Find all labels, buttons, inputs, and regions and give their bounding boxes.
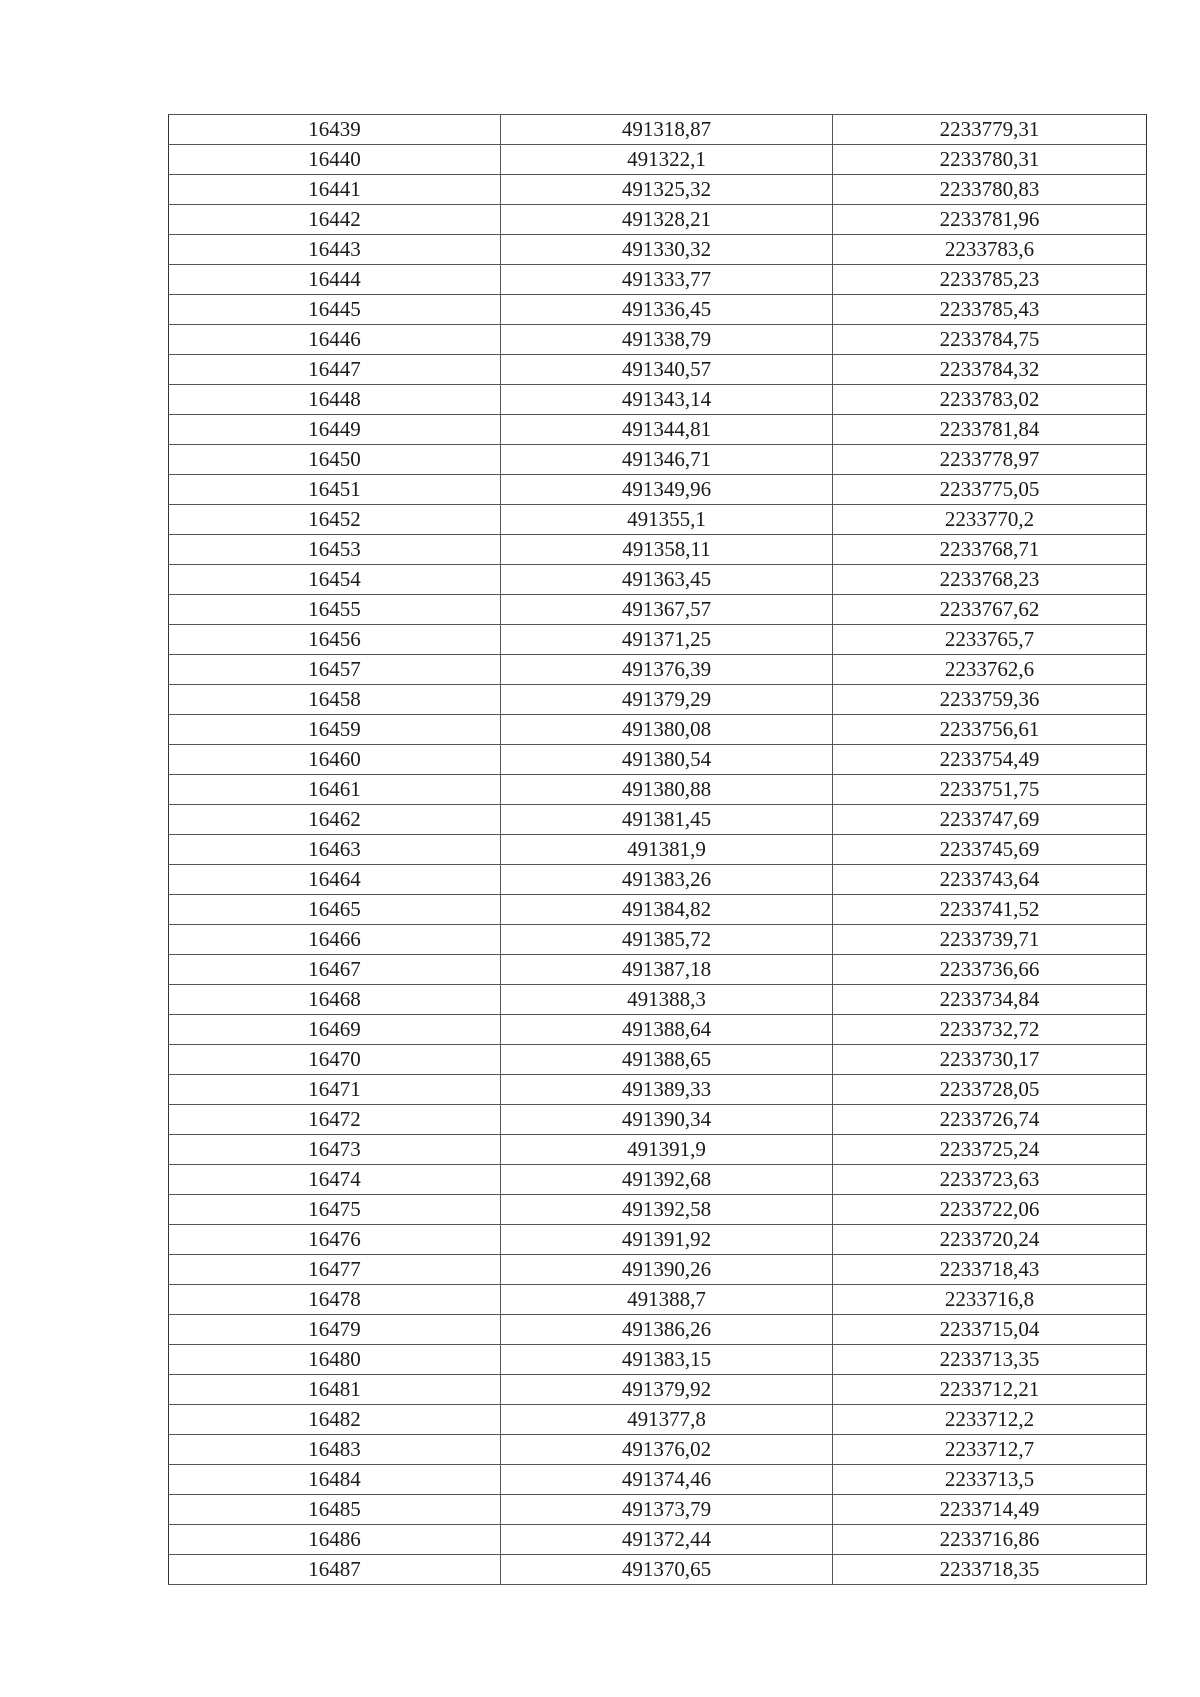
table-row — [169, 1405, 1147, 1435]
x-coordinate-cell: 491318,87 — [501, 115, 833, 145]
point-number-cell: 16442 — [169, 205, 501, 235]
point-number-cell: 16448 — [169, 385, 501, 415]
point-number-cell: 16452 — [169, 505, 501, 535]
point-number-cell: 16463 — [169, 835, 501, 865]
y-coordinate-cell: 2233778,97 — [833, 445, 1147, 475]
table-row — [169, 685, 1147, 715]
point-number-cell: 16456 — [169, 625, 501, 655]
table-row — [169, 715, 1147, 745]
y-coordinate-cell: 2233718,43 — [833, 1255, 1147, 1285]
table-row — [169, 1555, 1147, 1585]
table-row — [169, 1495, 1147, 1525]
x-coordinate-cell: 491358,11 — [501, 535, 833, 565]
point-number-cell: 16485 — [169, 1495, 501, 1525]
y-coordinate-cell: 2233775,05 — [833, 475, 1147, 505]
point-number-cell: 16481 — [169, 1375, 501, 1405]
y-coordinate-cell: 2233785,43 — [833, 295, 1147, 325]
point-number-cell: 16484 — [169, 1465, 501, 1495]
point-number-cell: 16458 — [169, 685, 501, 715]
table-row — [169, 175, 1147, 205]
point-number-cell: 16468 — [169, 985, 501, 1015]
point-number-cell: 16445 — [169, 295, 501, 325]
point-number-cell: 16451 — [169, 475, 501, 505]
y-coordinate-cell: 2233781,84 — [833, 415, 1147, 445]
table-row — [169, 1285, 1147, 1315]
y-coordinate-cell: 2233718,35 — [833, 1555, 1147, 1585]
point-number-cell: 16472 — [169, 1105, 501, 1135]
x-coordinate-cell: 491328,21 — [501, 205, 833, 235]
x-coordinate-cell: 491377,8 — [501, 1405, 833, 1435]
table-row — [169, 1465, 1147, 1495]
y-coordinate-cell: 2233768,23 — [833, 565, 1147, 595]
y-coordinate-cell: 2233743,64 — [833, 865, 1147, 895]
x-coordinate-cell: 491371,25 — [501, 625, 833, 655]
x-coordinate-cell: 491376,39 — [501, 655, 833, 685]
point-number-cell: 16460 — [169, 745, 501, 775]
point-number-cell: 16461 — [169, 775, 501, 805]
x-coordinate-cell: 491380,08 — [501, 715, 833, 745]
table-row — [169, 1015, 1147, 1045]
y-coordinate-cell: 2233759,36 — [833, 685, 1147, 715]
point-number-cell: 16483 — [169, 1435, 501, 1465]
x-coordinate-cell: 491388,65 — [501, 1045, 833, 1075]
point-number-cell: 16479 — [169, 1315, 501, 1345]
y-coordinate-cell: 2233762,6 — [833, 655, 1147, 685]
coordinates-table — [168, 114, 1147, 1585]
point-number-cell: 16447 — [169, 355, 501, 385]
point-number-cell: 16487 — [169, 1555, 501, 1585]
y-coordinate-cell: 2233713,5 — [833, 1465, 1147, 1495]
x-coordinate-cell: 491388,64 — [501, 1015, 833, 1045]
point-number-cell: 16478 — [169, 1285, 501, 1315]
x-coordinate-cell: 491372,44 — [501, 1525, 833, 1555]
x-coordinate-cell: 491383,15 — [501, 1345, 833, 1375]
point-number-cell: 16465 — [169, 895, 501, 925]
point-number-cell: 16486 — [169, 1525, 501, 1555]
point-number-cell: 16440 — [169, 145, 501, 175]
y-coordinate-cell: 2233734,84 — [833, 985, 1147, 1015]
y-coordinate-cell: 2233767,62 — [833, 595, 1147, 625]
y-coordinate-cell: 2233784,75 — [833, 325, 1147, 355]
table-row — [169, 595, 1147, 625]
point-number-cell: 16477 — [169, 1255, 501, 1285]
x-coordinate-cell: 491363,45 — [501, 565, 833, 595]
table-row — [169, 925, 1147, 955]
y-coordinate-cell: 2233768,71 — [833, 535, 1147, 565]
y-coordinate-cell: 2233783,6 — [833, 235, 1147, 265]
y-coordinate-cell: 2233726,74 — [833, 1105, 1147, 1135]
x-coordinate-cell: 491376,02 — [501, 1435, 833, 1465]
table-row — [169, 415, 1147, 445]
x-coordinate-cell: 491343,14 — [501, 385, 833, 415]
y-coordinate-cell: 2233712,21 — [833, 1375, 1147, 1405]
table-row — [169, 985, 1147, 1015]
point-number-cell: 16441 — [169, 175, 501, 205]
table-row — [169, 655, 1147, 685]
y-coordinate-cell: 2233712,2 — [833, 1405, 1147, 1435]
x-coordinate-cell: 491322,1 — [501, 145, 833, 175]
table-row — [169, 1045, 1147, 1075]
coordinates-table-body — [169, 115, 1147, 1585]
x-coordinate-cell: 491325,32 — [501, 175, 833, 205]
y-coordinate-cell: 2233784,32 — [833, 355, 1147, 385]
x-coordinate-cell: 491383,26 — [501, 865, 833, 895]
x-coordinate-cell: 491349,96 — [501, 475, 833, 505]
table-row — [169, 1375, 1147, 1405]
y-coordinate-cell: 2233715,04 — [833, 1315, 1147, 1345]
table-row — [169, 235, 1147, 265]
x-coordinate-cell: 491355,1 — [501, 505, 833, 535]
x-coordinate-cell: 491390,26 — [501, 1255, 833, 1285]
table-row — [169, 1315, 1147, 1345]
point-number-cell: 16476 — [169, 1225, 501, 1255]
y-coordinate-cell: 2233770,2 — [833, 505, 1147, 535]
y-coordinate-cell: 2233728,05 — [833, 1075, 1147, 1105]
y-coordinate-cell: 2233722,06 — [833, 1195, 1147, 1225]
table-row — [169, 1165, 1147, 1195]
point-number-cell: 16459 — [169, 715, 501, 745]
x-coordinate-cell: 491344,81 — [501, 415, 833, 445]
x-coordinate-cell: 491380,54 — [501, 745, 833, 775]
y-coordinate-cell: 2233756,61 — [833, 715, 1147, 745]
table-row — [169, 1525, 1147, 1555]
table-row — [169, 205, 1147, 235]
y-coordinate-cell: 2233714,49 — [833, 1495, 1147, 1525]
table-row — [169, 775, 1147, 805]
y-coordinate-cell: 2233783,02 — [833, 385, 1147, 415]
point-number-cell: 16455 — [169, 595, 501, 625]
table-row — [169, 1195, 1147, 1225]
point-number-cell: 16471 — [169, 1075, 501, 1105]
y-coordinate-cell: 2233716,8 — [833, 1285, 1147, 1315]
table-row — [169, 1255, 1147, 1285]
x-coordinate-cell: 491330,32 — [501, 235, 833, 265]
point-number-cell: 16457 — [169, 655, 501, 685]
y-coordinate-cell: 2233741,52 — [833, 895, 1147, 925]
table-row — [169, 145, 1147, 175]
table-row — [169, 295, 1147, 325]
point-number-cell: 16454 — [169, 565, 501, 595]
y-coordinate-cell: 2233765,7 — [833, 625, 1147, 655]
table-row — [169, 895, 1147, 925]
table-row — [169, 115, 1147, 145]
x-coordinate-cell: 491391,9 — [501, 1135, 833, 1165]
y-coordinate-cell: 2233780,31 — [833, 145, 1147, 175]
x-coordinate-cell: 491392,58 — [501, 1195, 833, 1225]
x-coordinate-cell: 491381,45 — [501, 805, 833, 835]
x-coordinate-cell: 491367,57 — [501, 595, 833, 625]
point-number-cell: 16480 — [169, 1345, 501, 1375]
y-coordinate-cell: 2233739,71 — [833, 925, 1147, 955]
x-coordinate-cell: 491380,88 — [501, 775, 833, 805]
point-number-cell: 16469 — [169, 1015, 501, 1045]
table-row — [169, 835, 1147, 865]
x-coordinate-cell: 491379,29 — [501, 685, 833, 715]
y-coordinate-cell: 2233751,75 — [833, 775, 1147, 805]
y-coordinate-cell: 2233781,96 — [833, 205, 1147, 235]
point-number-cell: 16439 — [169, 115, 501, 145]
x-coordinate-cell: 491384,82 — [501, 895, 833, 925]
y-coordinate-cell: 2233713,35 — [833, 1345, 1147, 1375]
point-number-cell: 16453 — [169, 535, 501, 565]
x-coordinate-cell: 491379,92 — [501, 1375, 833, 1405]
point-number-cell: 16482 — [169, 1405, 501, 1435]
x-coordinate-cell: 491392,68 — [501, 1165, 833, 1195]
y-coordinate-cell: 2233747,69 — [833, 805, 1147, 835]
y-coordinate-cell: 2233780,83 — [833, 175, 1147, 205]
point-number-cell: 16466 — [169, 925, 501, 955]
point-number-cell: 16449 — [169, 415, 501, 445]
table-row — [169, 1345, 1147, 1375]
table-row — [169, 1075, 1147, 1105]
x-coordinate-cell: 491386,26 — [501, 1315, 833, 1345]
table-row — [169, 535, 1147, 565]
table-row — [169, 325, 1147, 355]
table-row — [169, 865, 1147, 895]
point-number-cell: 16474 — [169, 1165, 501, 1195]
y-coordinate-cell: 2233712,7 — [833, 1435, 1147, 1465]
y-coordinate-cell: 2233720,24 — [833, 1225, 1147, 1255]
x-coordinate-cell: 491370,65 — [501, 1555, 833, 1585]
point-number-cell: 16473 — [169, 1135, 501, 1165]
table-row — [169, 385, 1147, 415]
point-number-cell: 16443 — [169, 235, 501, 265]
x-coordinate-cell: 491336,45 — [501, 295, 833, 325]
point-number-cell: 16464 — [169, 865, 501, 895]
x-coordinate-cell: 491391,92 — [501, 1225, 833, 1255]
table-row — [169, 745, 1147, 775]
table-row — [169, 805, 1147, 835]
y-coordinate-cell: 2233754,49 — [833, 745, 1147, 775]
x-coordinate-cell: 491388,3 — [501, 985, 833, 1015]
table-row — [169, 265, 1147, 295]
y-coordinate-cell: 2233716,86 — [833, 1525, 1147, 1555]
table-row — [169, 625, 1147, 655]
table-row — [169, 445, 1147, 475]
table-row — [169, 565, 1147, 595]
x-coordinate-cell: 491340,57 — [501, 355, 833, 385]
point-number-cell: 16467 — [169, 955, 501, 985]
x-coordinate-cell: 491385,72 — [501, 925, 833, 955]
point-number-cell: 16446 — [169, 325, 501, 355]
table-row — [169, 355, 1147, 385]
x-coordinate-cell: 491389,33 — [501, 1075, 833, 1105]
x-coordinate-cell: 491381,9 — [501, 835, 833, 865]
y-coordinate-cell: 2233730,17 — [833, 1045, 1147, 1075]
x-coordinate-cell: 491388,7 — [501, 1285, 833, 1315]
table-row — [169, 505, 1147, 535]
point-number-cell: 16450 — [169, 445, 501, 475]
y-coordinate-cell: 2233785,23 — [833, 265, 1147, 295]
y-coordinate-cell: 2233736,66 — [833, 955, 1147, 985]
y-coordinate-cell: 2233725,24 — [833, 1135, 1147, 1165]
table-row — [169, 475, 1147, 505]
point-number-cell: 16470 — [169, 1045, 501, 1075]
y-coordinate-cell: 2233779,31 — [833, 115, 1147, 145]
x-coordinate-cell: 491333,77 — [501, 265, 833, 295]
x-coordinate-cell: 491374,46 — [501, 1465, 833, 1495]
table-row — [169, 1135, 1147, 1165]
point-number-cell: 16462 — [169, 805, 501, 835]
table-row — [169, 1225, 1147, 1255]
x-coordinate-cell: 491387,18 — [501, 955, 833, 985]
x-coordinate-cell: 491373,79 — [501, 1495, 833, 1525]
point-number-cell: 16444 — [169, 265, 501, 295]
table-row — [169, 1435, 1147, 1465]
x-coordinate-cell: 491338,79 — [501, 325, 833, 355]
table-row — [169, 1105, 1147, 1135]
y-coordinate-cell: 2233723,63 — [833, 1165, 1147, 1195]
y-coordinate-cell: 2233732,72 — [833, 1015, 1147, 1045]
table-row — [169, 955, 1147, 985]
x-coordinate-cell: 491346,71 — [501, 445, 833, 475]
x-coordinate-cell: 491390,34 — [501, 1105, 833, 1135]
point-number-cell: 16475 — [169, 1195, 501, 1225]
y-coordinate-cell: 2233745,69 — [833, 835, 1147, 865]
